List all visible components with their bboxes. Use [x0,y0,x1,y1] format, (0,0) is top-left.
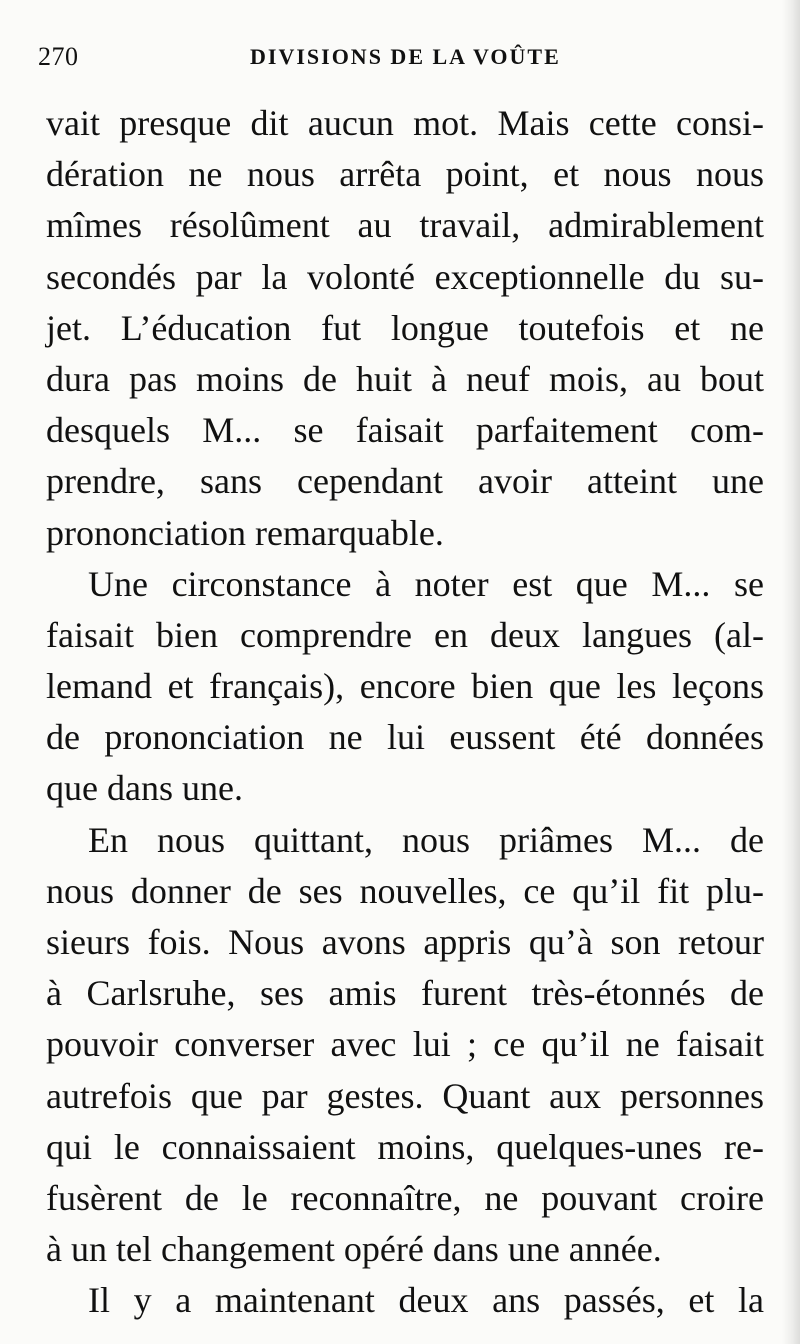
text-line: En nous quittant, nous priâmes M... de [88,819,764,860]
text-line: de prononciation ne lui eussent été données [46,717,764,758]
running-header [0,42,800,82]
body-text [46,98,764,1327]
text-line: autrefois que par gestes. Quant aux personnes [46,1075,764,1116]
text-line: secondés par la volonté exceptionnelle du su- [46,256,764,297]
text-line: nous donner de ses nouvelles, ce qu’il fit plu- [46,870,764,911]
text-line: Il y a maintenant deux ans passés, et la [88,1280,764,1321]
text-line: sieurs fois. Nous avons appris qu’à son retour [46,922,764,962]
running-title: DIVISIONS DE LA VOÛTE [250,44,561,69]
text-line: faisait bien comprendre en deux langues (al- [46,614,764,655]
text-line: mîmes résolûment au travail, admirablement [46,205,764,246]
text-line: Une circonstance à noter est que M... se [88,563,764,604]
text-line: pouvoir converser avec lui ; ce qu’il ne faisait [46,1024,764,1065]
text-line: vait presque dit aucun mot. Mais cette consi- [46,103,764,143]
text-line: que dans une. [46,768,243,809]
text-line: dération ne nous arrêta point, et nous nous [46,154,764,195]
text-line: à Carlsruhe, ses amis furent très-étonnés de [46,973,764,1014]
text-line: fusèrent de le reconnaître, ne pouvant croire [46,1177,764,1218]
text-line: jet. L’éducation fut longue toutefois et ne [46,307,764,348]
page-number: 270 [38,42,79,71]
text-line: lemand et français), encore bien que les leçons [46,666,764,707]
text-line: qui le connaissaient moins, quelques-unes re- [46,1126,764,1167]
text-line: prendre, sans cependant avoir atteint une [46,461,764,502]
text-line: desquels M... se faisait parfaitement com- [46,410,764,451]
text-line: prononciation remarquable. [46,512,444,553]
page-edge-shadow [782,0,800,1344]
text-line: dura pas moins de huit à neuf mois, au bout [46,358,764,399]
text-line: à un tel changement opéré dans une année. [46,1229,662,1270]
